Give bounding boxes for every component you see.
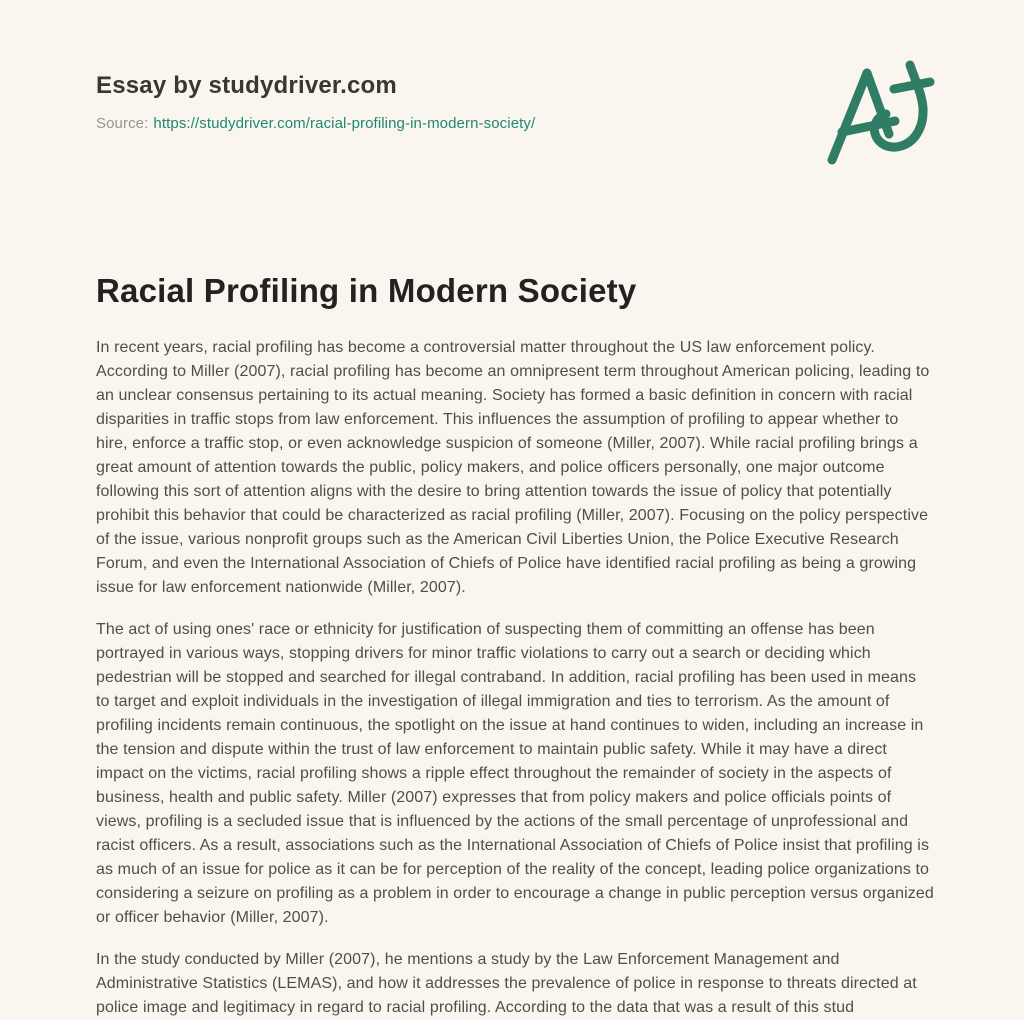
- essay-title: Racial Profiling in Modern Society: [96, 272, 637, 309]
- source-label: Source:: [96, 115, 149, 132]
- source-link[interactable]: https://studydriver.com/racial-profiling-in-modern-society/: [153, 115, 536, 132]
- header-left: [96, 58, 535, 132]
- source-line: [96, 115, 535, 132]
- header-title: Essay by studydriver.com: [96, 72, 397, 99]
- studydriver-logo: [820, 58, 952, 172]
- a-plus-logo-icon: [820, 58, 952, 172]
- essay-content: [96, 272, 934, 1020]
- essay-paragraph: In the study conducted by Miller (2007), he mentions a study by the Law Enforcement Management and Administrative Statistics (LEMAS), and how it addresses the prevalence of police in response to threats directed at police image and legitimacy in regard to racial profiling. According to the data that was a result of this stud: [96, 951, 917, 1016]
- essay-paragraph: The act of using ones' race or ethnicity for justification of suspecting them of committing an offense has been portrayed in various ways, stopping drivers for minor traffic violations to carry out a search or deciding which pedestrian will be stopped and searched for illegal contraband. In addition, racial profiling has been used in means to target and exploit individuals in the investigation of illegal immigration and ties to terrorism. As the amount of profiling incidents remain continuous, the spotlight on the issue at hand continues to widen, including an increase in the tension and dispute within the trust of law enforcement to maintain public safety. While it may have a direct impact on the victims, racial profiling shows a ripple effect throughout the remainder of society in the aspects of business, health and public safety. Miller (2007) expresses that from policy makers and police officials points of views, profiling is a secluded issue that is influenced by the actions of the small percentage of unprofessional and racist officers. As a result, associations such as the International Association of Chiefs of Police insist that profiling is as much of an issue for police as it can be for perception of the reality of the concept, leading police organizations to considering a seizure on profiling as a problem in order to encourage a change in public perception versus organized or officer behavior (Miller, 2007).: [96, 621, 934, 926]
- essay-paragraph: In recent years, racial profiling has become a controversial matter throughout the US law enforcement policy. According to Miller (2007), racial profiling has become an omnipresent term throughout American policing, leading to an unclear consensus pertaining to its actual meaning. Society has formed a basic definition in concern with racial disparities in traffic stops from law enforcement. This influences the assumption of profiling to appear whether to hire, enforce a traffic stop, or even acknowledge suspicion of someone (Miller, 2007). While racial profiling brings a great amount of attention towards the public, policy makers, and police officers personally, one major outcome following this sort of attention aligns with the desire to bring attention towards the issue of policy that potentially prohibit this behavior that could be characterized as racial profiling (Miller, 2007). Focusing on the policy perspective of the issue, various nonprofit groups such as the American Civil Liberties Union, the Police Executive Research Forum, and even the International Association of Chiefs of Police have identified racial profiling as being a growing issue for law enforcement nationwide (Miller, 2007).: [96, 339, 930, 596]
- page-header: [96, 58, 930, 172]
- essay-body: [96, 336, 934, 1020]
